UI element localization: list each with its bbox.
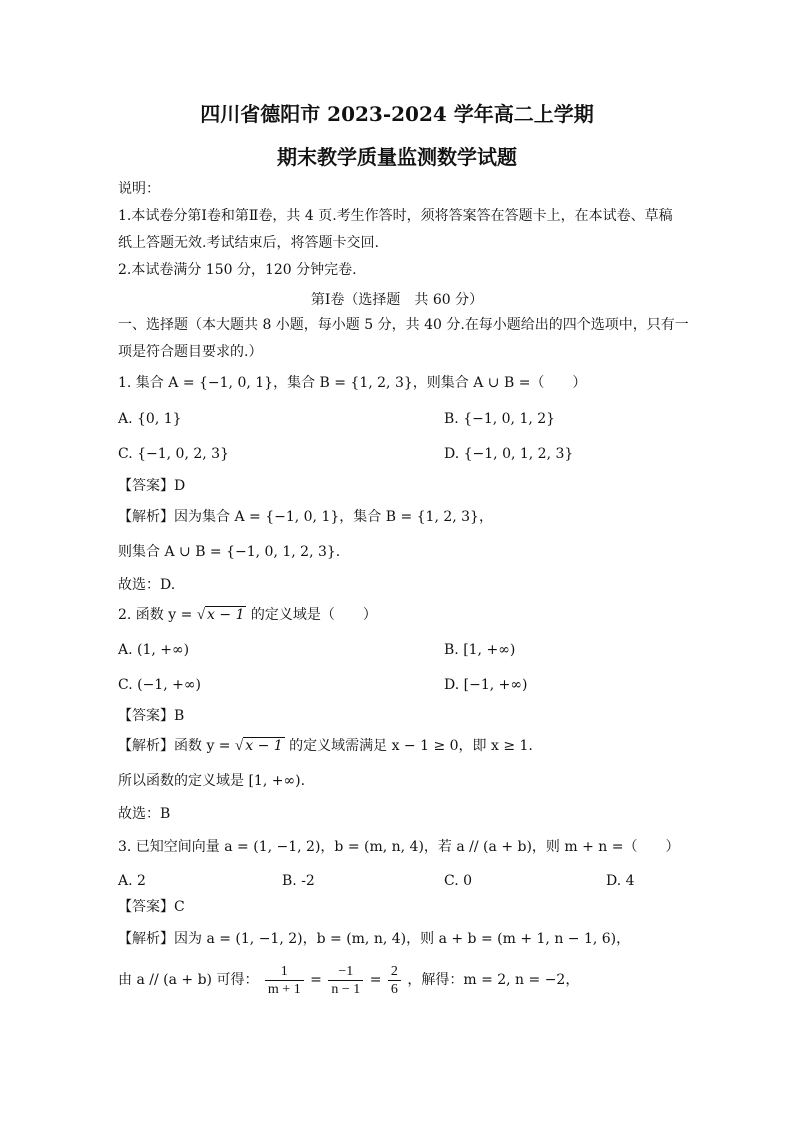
fraction-3-denominator: 6 xyxy=(390,981,398,997)
notes-item1-line1: 1.本试卷分第Ⅰ卷和第Ⅱ卷，共 4 页.考生作答时，须将答案答在答题卡上，在本试卷、草稿 xyxy=(118,208,673,224)
fraction-2 xyxy=(328,963,363,998)
sqrt-symbol-icon: √ xyxy=(196,607,206,623)
equals-sign: = xyxy=(369,972,382,988)
q1-answer: 【答案】D xyxy=(118,478,186,494)
sqrt-symbol-icon: √ xyxy=(235,738,244,754)
fraction-2-denominator: n − 1 xyxy=(331,981,361,997)
q3-stem: 3. 已知空间向量 a = (1, −1, 2)，b = (m, n, 4)，若 a // (a + b)，则 m + n =（ ） xyxy=(118,839,680,855)
notes-item2: 2.本试卷满分 150 分，120 分钟完卷. xyxy=(118,262,357,278)
q1-analysis-line2: 则集合 A ∪ B = {−1, 0, 1, 2, 3}. xyxy=(118,544,341,560)
q3-analysis-suffix: ，解得：m = 2, n = −2， xyxy=(407,972,580,988)
q2-analysis-prefix: 【解析】函数 y = xyxy=(118,738,235,754)
q3-answer: 【答案】C xyxy=(118,899,185,915)
q2-option-a: A. (1, +∞) xyxy=(118,642,190,658)
q3-analysis-line1: 【解析】因为 a = (1, −1, 2)，b = (m, n, 4)，则 a + b = (m + 1, n − 1, 6)， xyxy=(118,931,631,947)
q2-option-c: C. (−1, +∞) xyxy=(118,677,201,693)
notes-heading: 说明： xyxy=(118,181,160,197)
q1-option-b: B. {−1, 0, 1, 2} xyxy=(444,411,556,427)
q2-option-d: D. [−1, +∞) xyxy=(444,677,528,693)
q2-option-b: B. [1, +∞) xyxy=(444,642,516,658)
document-title-line2: 期末教学质量监测数学试题 xyxy=(277,145,517,169)
q3-option-a: A. 2 xyxy=(118,873,146,889)
q2-conclusion: 故选：B xyxy=(118,806,171,822)
q1-option-a: A. {0, 1} xyxy=(118,411,182,427)
q2-analysis-line2: 所以函数的定义域是 [1, +∞). xyxy=(118,773,306,789)
q2-stem-radicand: x − 1 xyxy=(207,607,245,623)
notes-item1-line2: 纸上答题无效.考试结束后，将答题卡交回. xyxy=(118,235,379,251)
equals-sign: = xyxy=(310,972,322,988)
q2-analysis-radicand: x − 1 xyxy=(245,738,283,754)
q3-analysis-prefix: 由 a // (a + b) 可得： xyxy=(118,972,259,988)
q1-analysis-line1: 【解析】因为集合 A = {−1, 0, 1}，集合 B = {1, 2, 3}， xyxy=(118,509,493,525)
fraction-2-numerator: −1 xyxy=(328,963,363,981)
fraction-3 xyxy=(388,963,401,998)
fraction-1 xyxy=(265,963,304,998)
q2-analysis-line1 xyxy=(118,737,533,755)
q2-stem-suffix: 的定义域是（ ） xyxy=(246,607,377,623)
q1-option-c: C. {−1, 0, 2, 3} xyxy=(118,446,229,462)
fraction-3-numerator: 2 xyxy=(388,963,401,981)
q1-stem: 1. 集合 A = {−1, 0, 1}，集合 B = {1, 2, 3}，则集合 A ∪ B =（ ） xyxy=(118,375,587,391)
q1-option-d: D. {−1, 0, 1, 2, 3} xyxy=(444,446,574,462)
section-intro-line1: 一、选择题（本大题共 8 小题，每小题 5 分，共 40 分.在每小题给出的四个选项中，只有一 xyxy=(118,317,689,333)
section-heading: 第Ⅰ卷（选择题 共 60 分） xyxy=(310,292,484,308)
q2-analysis-suffix: 的定义域需满足 x − 1 ≥ 0，即 x ≥ 1. xyxy=(284,738,533,754)
q1-conclusion: 故选：D. xyxy=(118,577,176,593)
fraction-1-denominator: m + 1 xyxy=(267,981,301,997)
section-intro-line2: 项是符合题目要求的.） xyxy=(118,344,263,360)
q2-stem-prefix: 2. 函数 y = xyxy=(118,607,197,623)
q2-answer: 【答案】B xyxy=(118,708,185,724)
q3-analysis-line2 xyxy=(118,962,579,998)
q3-option-b: B. -2 xyxy=(282,873,315,889)
fraction-1-numerator: 1 xyxy=(265,963,304,981)
document-title-line1: 四川省德阳市 2023-2024 学年高二上学期 xyxy=(200,102,594,126)
q2-stem xyxy=(118,606,377,624)
q3-option-c: C. 0 xyxy=(444,873,473,889)
q3-option-d: D. 4 xyxy=(606,873,635,889)
